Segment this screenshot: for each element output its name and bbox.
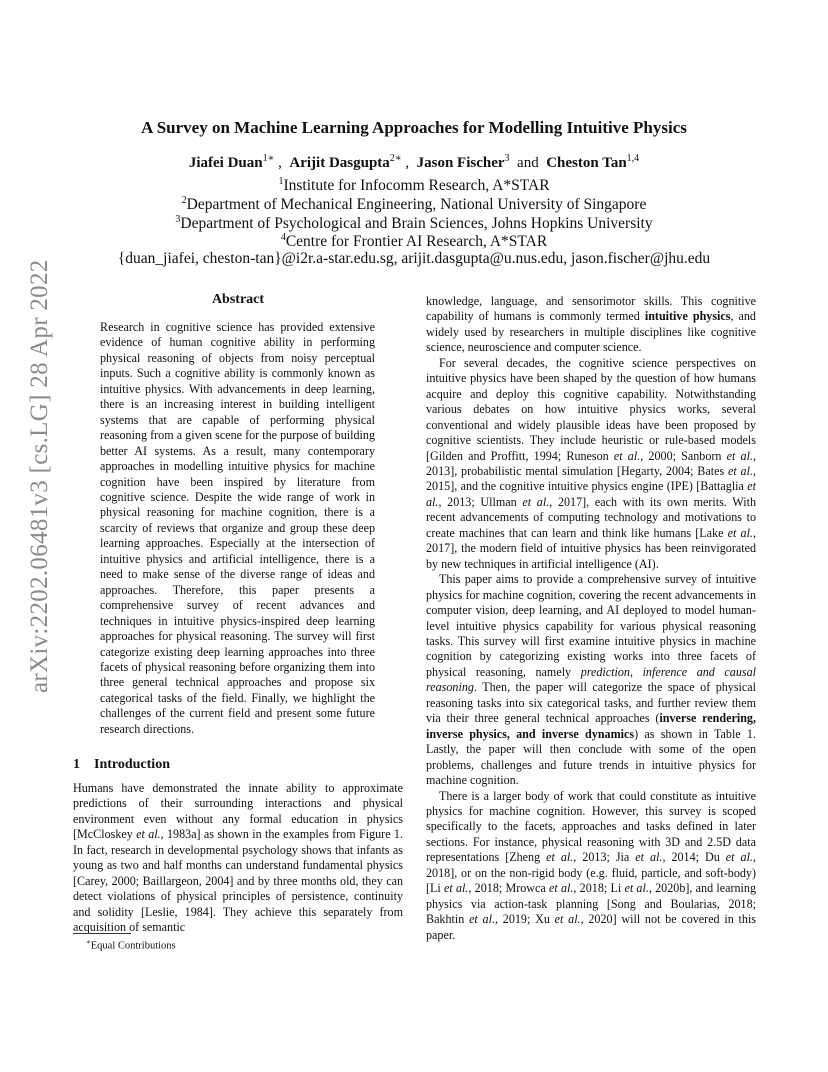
author-name: Arijit Dasgupta: [289, 155, 390, 171]
author-mark: 1∗: [262, 153, 275, 164]
affiliation-text: Department of Psychological and Brain Sciences, Johns Hopkins University: [180, 215, 653, 233]
affiliation-mark: 2: [181, 195, 187, 206]
right-column: [426, 294, 756, 943]
paragraph: For several decades, the cognitive science perspectives on intuitive physics have been shaped by the question of how humans acquire and deploy this cognitive capability. Notwithstanding various debates on how intuitive physics works, several conventional and widely plausible ideas have been proposed by cognitive scientists. They include heuristic or rule-based models [Gilden and Proffitt, 1994; Runeson et al., 2000; Sanborn et al., 2013], probabilistic mental simulation [Hegarty, 2004; Bates et al., 2015], and the cognitive intuitive physics engine (IPE) [Battaglia et al., 2013; Ullman et al., 2017], each with its own merits. With recent advancements of computing technology and motivations to create machines that can learn and think like humans [Lake et al., 2017], the modern field of intuitive physics has been reinvigorated by new techniques in artificial intelligence (AI).: [426, 355, 757, 571]
section-number: 1: [73, 757, 80, 772]
arxiv-side-stamp: arXiv:2202.06481v3 [cs.LG] 28 Apr 2022: [26, 259, 53, 693]
paragraph: knowledge, language, and sensorimotor skills. This cognitive capability of humans is commonly termed intuitive physics, and widely used by researchers in multiple disciplines like cognitive science, neuroscience and computer science.: [426, 294, 756, 355]
abstract-body: [100, 320, 375, 737]
paragraph: There is a larger body of work that could constitute as intuitive physics for machine cognition. However, this survey is scoped specifically to the facets, approaches and tasks defined in later sections. For instance, physical reasoning with 3D and 2.5D data representations [Zheng et al., 2013; Jia et al., 2014; Du et al., 2018], or on the non-rigid body (e.g. fluid, particle, and soft-body) [Li et al., 2018; Mrowca et al., 2018; Li et al., 2020b], and learning physics via action-task planning [Song and Boularias, 2018; Bakhtin et al., 2019; Xu et al., 2020] will not be covered in this paper.: [426, 788, 757, 942]
abstract-text: Research in cognitive science has provided extensive evidence of human cognitive ability in performing physical reasoning of objects from noisy perceptual inputs. Such a cognitive ability is commonly known as intuitive physics. With advancements in deep learning, there is an increasing interest in building intelligent systems that are capable of performing physical reasoning from a given scene for the purpose of building better AI systems. As a result, many contemporary approaches in modelling intuitive physics for machine cognition have been inspired by literature from cognitive science. Despite the wide range of work in physical reasoning for machine cognition, there is a scarcity of reviews that organize and group these deep learning approaches. Especially at the intersection of intuitive physics and artificial intelligence, there is a need to make sense of the diverse range of ideas and approaches. Therefore, this paper presents a comprehensive survey of recent advances and techniques in intuitive physics-inspired deep learning approaches for physical reasoning. The survey will first categorize existing deep learning approaches into three facets of physical reasoning before organizing them into three general technical approaches and propose six categorical tasks of the field. Finally, we highlight the challenges of the current field and present some future research directions.: [100, 320, 375, 736]
paragraph: Humans have demonstrated the innate ability to approximate predictions of their surrounding interactions and physical environment even without any formal education in physics [McCloskey et al., 1983a] as shown in the examples from Figure 1. In fact, research in developmental psychology shows that infants as young as two and half months can understand fundamental physics [Carey, 2000; Baillargeon, 2004] and by three months old, they can detect violations of physical principles of persistence, continuity and solidity [Leslie, 1984]. They achieve this separately from acquisition of semantic: [73, 781, 403, 935]
author-mark: 3: [504, 153, 510, 164]
author-name: Jiafei Duan: [188, 155, 263, 171]
affiliation-mark: 3: [175, 214, 181, 225]
footnote-text: Equal Contributions: [90, 940, 176, 952]
author-name: Cheston Tan: [546, 155, 627, 171]
paragraph: This paper aims to provide a comprehensive survey of intuitive physics for machine cognition, covering the recent advancements in computer vision, deep learning, and AI deployed to model human-level intuitive physics capability for various physical reasoning tasks. This survey will first examine intuitive physics in machine cognition by categorizing existing works into three facets of physical reasoning, namely prediction, inference and causal reasoning. Then, the paper will categorize the space of physical reasoning tasks into six categorical tasks, and further review them via their three general technical approaches (inverse rendering, inverse physics, and inverse dynamics) as shown in Table 1. Lastly, the paper will then conclude with some of the open problems, challenges and future trends in intuitive physics for machine cognition.: [426, 572, 757, 788]
footnote-mark: ∗: [86, 938, 91, 946]
affiliation: [0, 214, 828, 233]
paper-title: A Survey on Machine Learning Approaches for Modelling Intuitive Physics: [141, 118, 687, 137]
introduction-body: [73, 781, 403, 936]
author-mark: 1,4: [626, 153, 640, 164]
author-mark: 2∗: [389, 153, 402, 164]
affiliation: [0, 232, 828, 251]
affiliation-text: Centre for Frontier AI Research, A*STAR: [285, 233, 548, 251]
footnote-rule: [73, 933, 131, 934]
abstract-heading: Abstract: [211, 292, 265, 307]
author-list: Jiafei Duan$^{1∗}$ , Arijit Dasgupta$^{2∗}$ , Jason Fischer$^3$ and Cheston Tan$^{1,4}$: [188, 153, 640, 171]
author-emails: {duan_jiafei, cheston-tan}@i2r.a-star.edu.sg, arijit.dasgupta@u.nus.edu, jason.fischer@jhu.edu: [117, 250, 711, 267]
section-title: Introduction: [94, 757, 170, 772]
affiliation-mark: 4: [280, 232, 286, 243]
affiliation: [0, 176, 828, 195]
author-name: Jason Fischer: [416, 155, 505, 171]
affiliation-mark: 1: [278, 176, 284, 187]
affiliation: [0, 195, 828, 214]
section-heading-introduction: [73, 757, 170, 773]
affiliation-text: Institute for Infocomm Research, A*STAR: [283, 177, 550, 195]
affiliation-text: Department of Mechanical Engineering, National University of Singapore: [186, 196, 647, 214]
footnote: [86, 938, 176, 952]
